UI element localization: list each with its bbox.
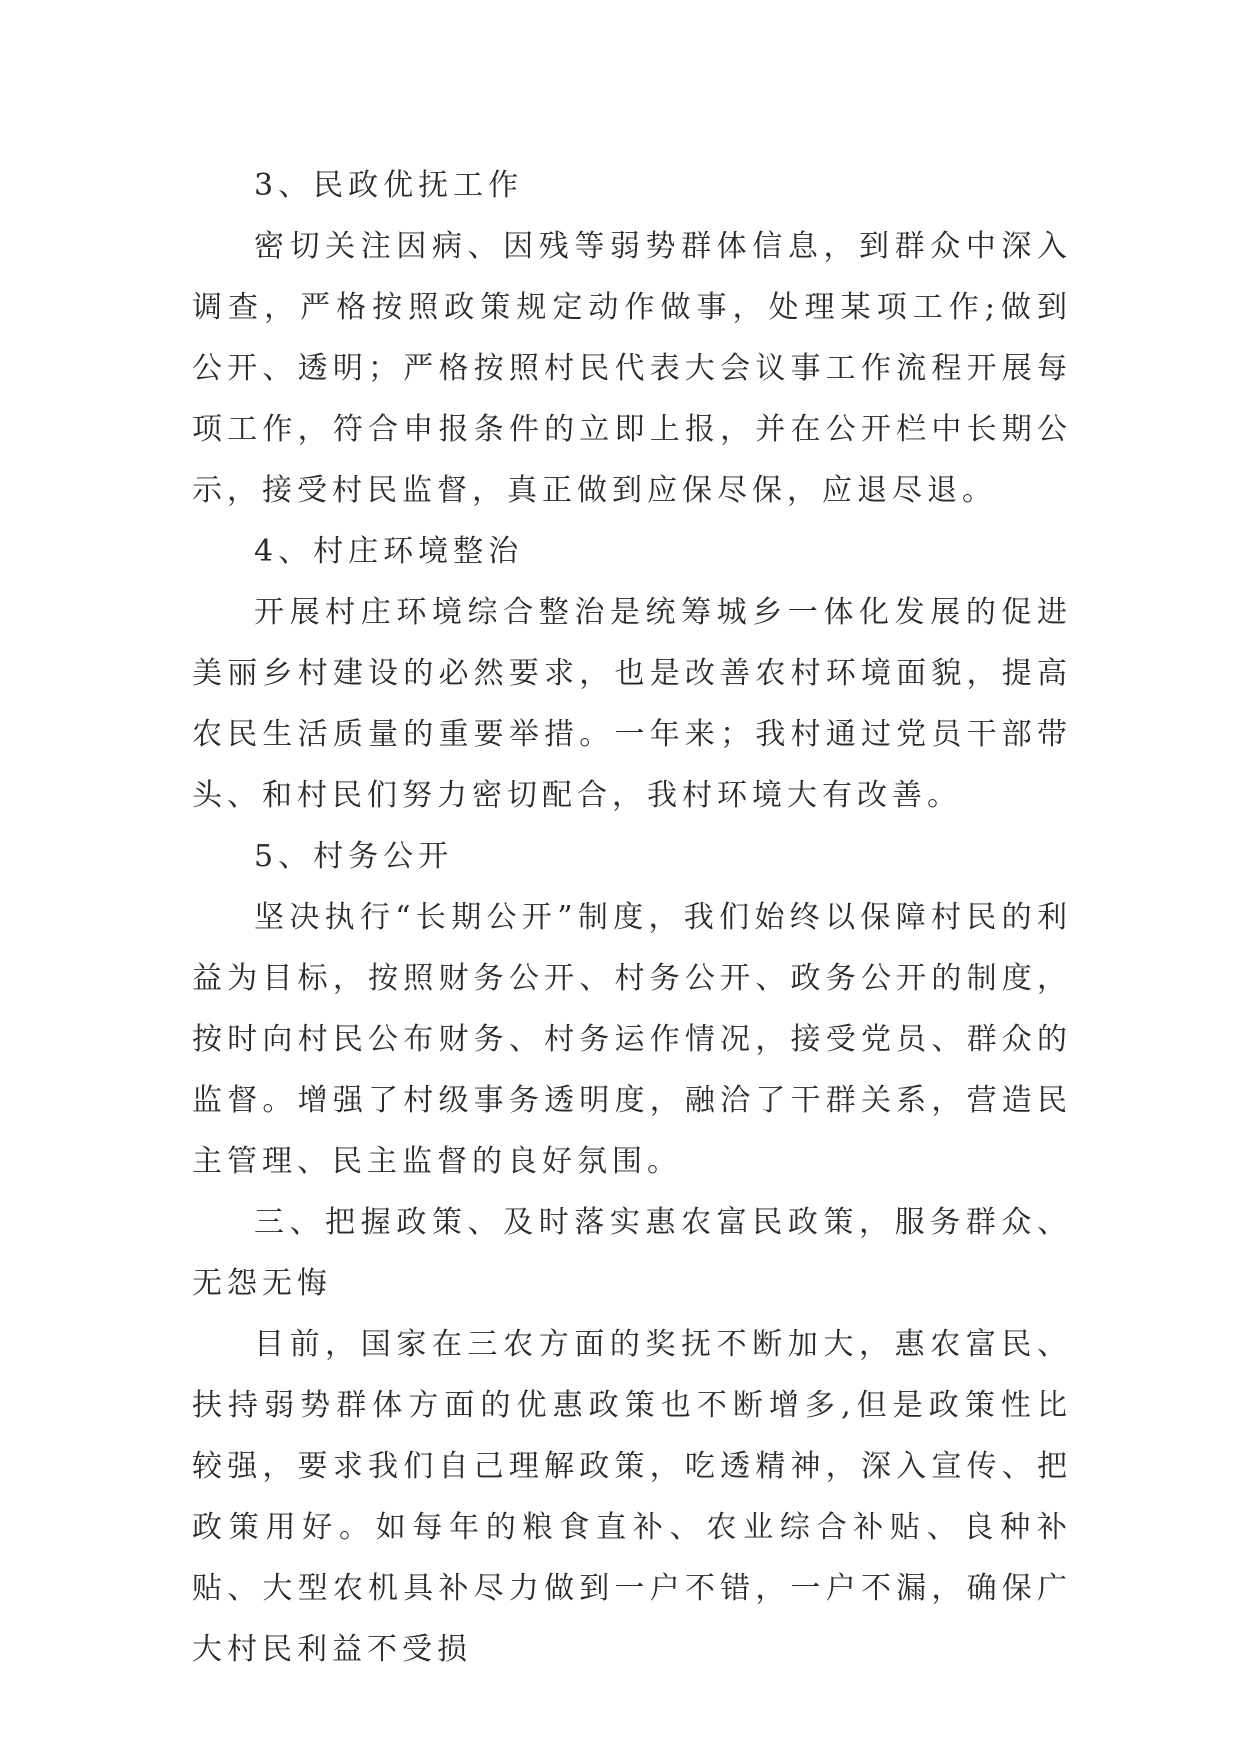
heading-civil-affairs: 3、民政优抚工作 — [254, 168, 524, 203]
heading-village-environment: 4、村庄环境整治 — [254, 534, 524, 569]
heading-section-three: 三、把握政策、及时落实惠农富民政策，服务群众、无怨无悔 — [192, 1205, 1072, 1301]
paragraph-policy-implementation: 目前，国家在三农方面的奖抚不断加大，惠农富民、扶持弱势群体方面的优惠政策也不断增多,但是政策性比较强，要求我们自己理解政策，吃透精神，深入宣传、把政策用好。如每年的粮食直补、农业综合补贴、良种补贴、大型农机具补尽力做到一户不错，一户不漏，确保广大村民利益不受损 — [192, 1327, 1072, 1667]
paragraph-civil-affairs: 密切关注因病、因残等弱势群体信息，到群众中深入调查，严格按照政策规定动作做事，处理某项工作;做到公开、透明；严格按照村民代表大会议事工作流程开展每项工作，符合申报条件的立即上报，并在公开栏中长期公示，接受村民监督，真正做到应保尽保，应退尽退。 — [192, 229, 1072, 508]
paragraph-village-environment: 开展村庄环境综合整治是统筹城乡一体化发展的促进美丽乡村建设的必然要求，也是改善农村环境面貌，提高农民生活质量的重要举措。一年来；我村通过党员干部带头、和村民们努力密切配合，我村环境大有改善。 — [192, 595, 1072, 813]
paragraph-village-affairs-disclosure: 坚决执行“长期公开”制度，我们始终以保障村民的利益为目标，按照财务公开、村务公开、政务公开的制度，按时向村民公布财务、村务运作情况，接受党员、群众的监督。增强了村级事务透明度，融洽了干群关系，营造民主管理、民主监督的良好氛围。 — [192, 900, 1072, 1179]
document-body — [192, 155, 1072, 1680]
heading-village-affairs-disclosure: 5、村务公开 — [254, 839, 454, 874]
